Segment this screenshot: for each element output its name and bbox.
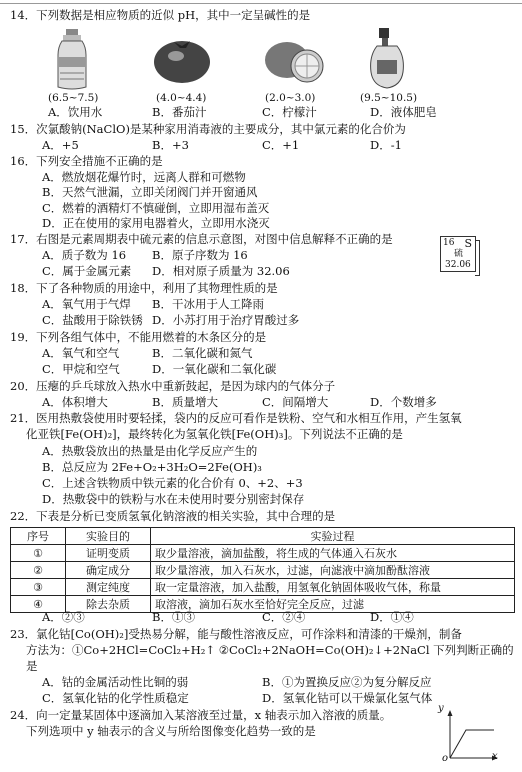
q21-stem-line2: 化亚铁[Fe(OH)₂]，最终转化为氢氧化铁[Fe(OH)₃]。下列说法不正确的是: [26, 427, 403, 441]
graph-axes: [440, 708, 500, 763]
row-purpose: 测定纯度: [66, 579, 151, 596]
q14-option-a[interactable]: A．饮用水: [48, 105, 103, 119]
q19-option-b[interactable]: B．二氧化碳和氮气: [152, 346, 253, 360]
tomato-image: [152, 36, 212, 84]
graph-y-label: y: [438, 703, 444, 714]
q16-option-d[interactable]: D．正在使用的家用电器着火，立即用水浇灭: [42, 216, 270, 230]
q23-stem-line3: 是: [26, 659, 38, 673]
q23-option-b[interactable]: B．①为置换反应②为复分解反应: [262, 675, 432, 689]
q17-option-c[interactable]: C．属于金属元素: [42, 264, 132, 278]
q15-option-a[interactable]: A．+5: [42, 138, 79, 152]
row-index: ③: [11, 579, 66, 596]
q16-stem: 16．下列安全措施不正确的是: [10, 154, 163, 168]
q23-option-a[interactable]: A．钴的金属活动性比铜的弱: [42, 675, 189, 689]
row-process: 取少量溶液，加入石灰水，过滤，向滤液中滴加酚酞溶液: [151, 562, 515, 579]
row-purpose: 除去杂质: [66, 596, 151, 613]
q16-option-c[interactable]: C．燃着的酒精灯不慎碰倒，立即用湿布盖灭: [42, 201, 270, 215]
graph-origin-label: o: [442, 753, 449, 764]
q19-option-d[interactable]: D．一氧化碳和二氧化碳: [152, 362, 277, 376]
q20-option-c[interactable]: C．间隔增大: [262, 395, 329, 409]
element-number: 16: [443, 238, 455, 248]
table-row: [11, 562, 515, 579]
q20-option-d[interactable]: D．个数增多: [370, 395, 437, 409]
q16-option-a[interactable]: A．燃放烟花爆竹时，远离人群和可燃物: [42, 170, 246, 184]
q24-stem-line1: 24．向一定量某固体中逐滴加入某溶液至过量，x 轴表示加入溶液的质量。: [10, 708, 392, 722]
q15-option-c[interactable]: C．+1: [262, 138, 300, 152]
q22-experiment-table: [10, 527, 515, 613]
q14-option-c[interactable]: C．柠檬汁: [262, 105, 317, 119]
row-purpose: 证明变质: [66, 545, 151, 562]
q23-stem-line2: 方法为：①Co+2HCl=CoCl₂+H₂↑ ②CoCl₂+2NaOH=Co(OH)₂↓+2NaCl 下列判断正确的: [26, 643, 514, 657]
water-bottle-image: [52, 27, 92, 91]
q22-option-d[interactable]: D．①④: [370, 610, 414, 624]
col-header-purpose: 实验目的: [66, 528, 151, 545]
lemon-image: [263, 38, 325, 84]
element-symbol: S: [464, 237, 472, 250]
q18-option-a[interactable]: A．氧气用于气焊: [42, 297, 131, 311]
row-process: 取一定量溶液，加入盐酸，用氢氧化钠固体吸收气体，称量: [151, 579, 515, 596]
q23-option-c[interactable]: C．氢氧化钴的化学性质稳定: [42, 691, 189, 705]
q14-stem: 14．下列数据是相应物质的近似 pH，其中一定呈碱性的是: [10, 8, 311, 22]
q22-option-b[interactable]: B．①③: [152, 610, 195, 624]
q15-option-d[interactable]: D．-1: [370, 138, 402, 152]
q18-option-c[interactable]: C．盐酸用于除铁锈: [42, 313, 143, 327]
table-header-row: [11, 528, 515, 545]
element-name: 硫: [454, 249, 464, 259]
q17-stem: 17．右图是元素周期表中硫元素的信息示意图，对图中信息解释不正确的是: [10, 232, 393, 246]
q22-option-a[interactable]: A．②③: [42, 610, 85, 624]
row-process: 取少量溶液，滴加盐酸，将生成的气体通入石灰水: [151, 545, 515, 562]
q21-option-b[interactable]: B．总反应为 2Fe+O₂+3H₂O=2Fe(OH)₃: [42, 460, 262, 474]
q21-option-c[interactable]: C．上述含铁物质中铁元素的化合价有 0、+2、+3: [42, 476, 303, 490]
q23-option-d[interactable]: D．氢氧化钴可以干燥氯化氢气体: [262, 691, 433, 705]
q22-stem: 22．下表是分析已变质氢氧化钠溶液的相关实验，其中合理的是: [10, 509, 336, 523]
q15-stem: 15．次氯酸钠(NaClO)是某种家用消毒液的主要成分，其中氯元素的化合价为: [10, 122, 406, 136]
q18-option-b[interactable]: B．干冰用于人工降雨: [152, 297, 264, 311]
row-index: ①: [11, 545, 66, 562]
q16-option-b[interactable]: B．天然气泄漏，立即关闭阀门并开窗通风: [42, 185, 258, 199]
q19-option-c[interactable]: C．甲烷和空气: [42, 362, 120, 376]
q14-a-ph: (6.5~7.5): [48, 92, 99, 104]
top-rule: [0, 3, 522, 4]
q21-option-d[interactable]: D．热敷袋中的铁粉与水在未使用时要分别密封保存: [42, 492, 305, 506]
q14-b-ph: (4.0~4.4): [156, 92, 207, 104]
q21-option-a[interactable]: A．热敷袋放出的热量是由化学反应产生的: [42, 444, 258, 458]
q18-option-d[interactable]: D．小苏打用于治疗胃酸过多: [152, 313, 300, 327]
q24-graph: [438, 703, 500, 764]
q21-stem-line1: 21．医用热敷袋使用时要轻揉，袋内的反应可看作是铁粉、空气和水相互作用，产生氢氧: [10, 411, 462, 425]
q19-option-a[interactable]: A．氧气和空气: [42, 346, 120, 360]
q20-option-a[interactable]: A．体积增大: [42, 395, 108, 409]
q20-option-b[interactable]: B．质量增大: [152, 395, 218, 409]
q14-c-ph: (2.0~3.0): [265, 92, 316, 104]
q15-option-b[interactable]: B．+3: [152, 138, 189, 152]
q22-option-c[interactable]: C．②④: [262, 610, 306, 624]
q20-stem: 20．压瘪的乒乓球放入热水中重新鼓起，是因为球内的气体分子: [10, 379, 336, 393]
row-process: 取溶液，滴加石灰水至恰好完全反应，过滤: [151, 596, 515, 613]
q18-stem: 18．下了各种物质的用途中，利用了其物理性质的是: [10, 281, 278, 295]
soap-bottle-image: [365, 26, 409, 90]
element-mass: 32.06: [445, 260, 471, 270]
row-purpose: 确定成分: [66, 562, 151, 579]
table-row: [11, 579, 515, 596]
q23-stem-line1: 23．氯化钴[Co(OH)₂]受热易分解，能与酸性溶液反应，可作涂料和清漆的干燥剂，制备: [10, 627, 462, 641]
q17-option-b[interactable]: B．原子序数为 16: [152, 248, 248, 262]
q17-option-d[interactable]: D．相对原子质量为 32.06: [152, 264, 290, 278]
q14-option-b[interactable]: B．番茄汁: [152, 105, 207, 119]
sulfur-element-box: [440, 236, 476, 272]
row-index: ④: [11, 596, 66, 613]
col-header-process: 实验过程: [151, 528, 515, 545]
col-header-index: 序号: [11, 528, 66, 545]
q19-stem: 19．下列各组气体中，不能用燃着的木条区分的是: [10, 330, 267, 344]
q24-stem-line2: 下列选项中 y 轴表示的含义与所给图像变化趋势一致的是: [26, 724, 316, 738]
q14-d-ph: (9.5~10.5): [360, 92, 418, 104]
table-row: [11, 545, 515, 562]
q14-option-d[interactable]: D．液体肥皂: [370, 105, 437, 119]
row-index: ②: [11, 562, 66, 579]
graph-x-label: x: [492, 751, 498, 762]
q17-option-a[interactable]: A．质子数为 16: [42, 248, 127, 262]
